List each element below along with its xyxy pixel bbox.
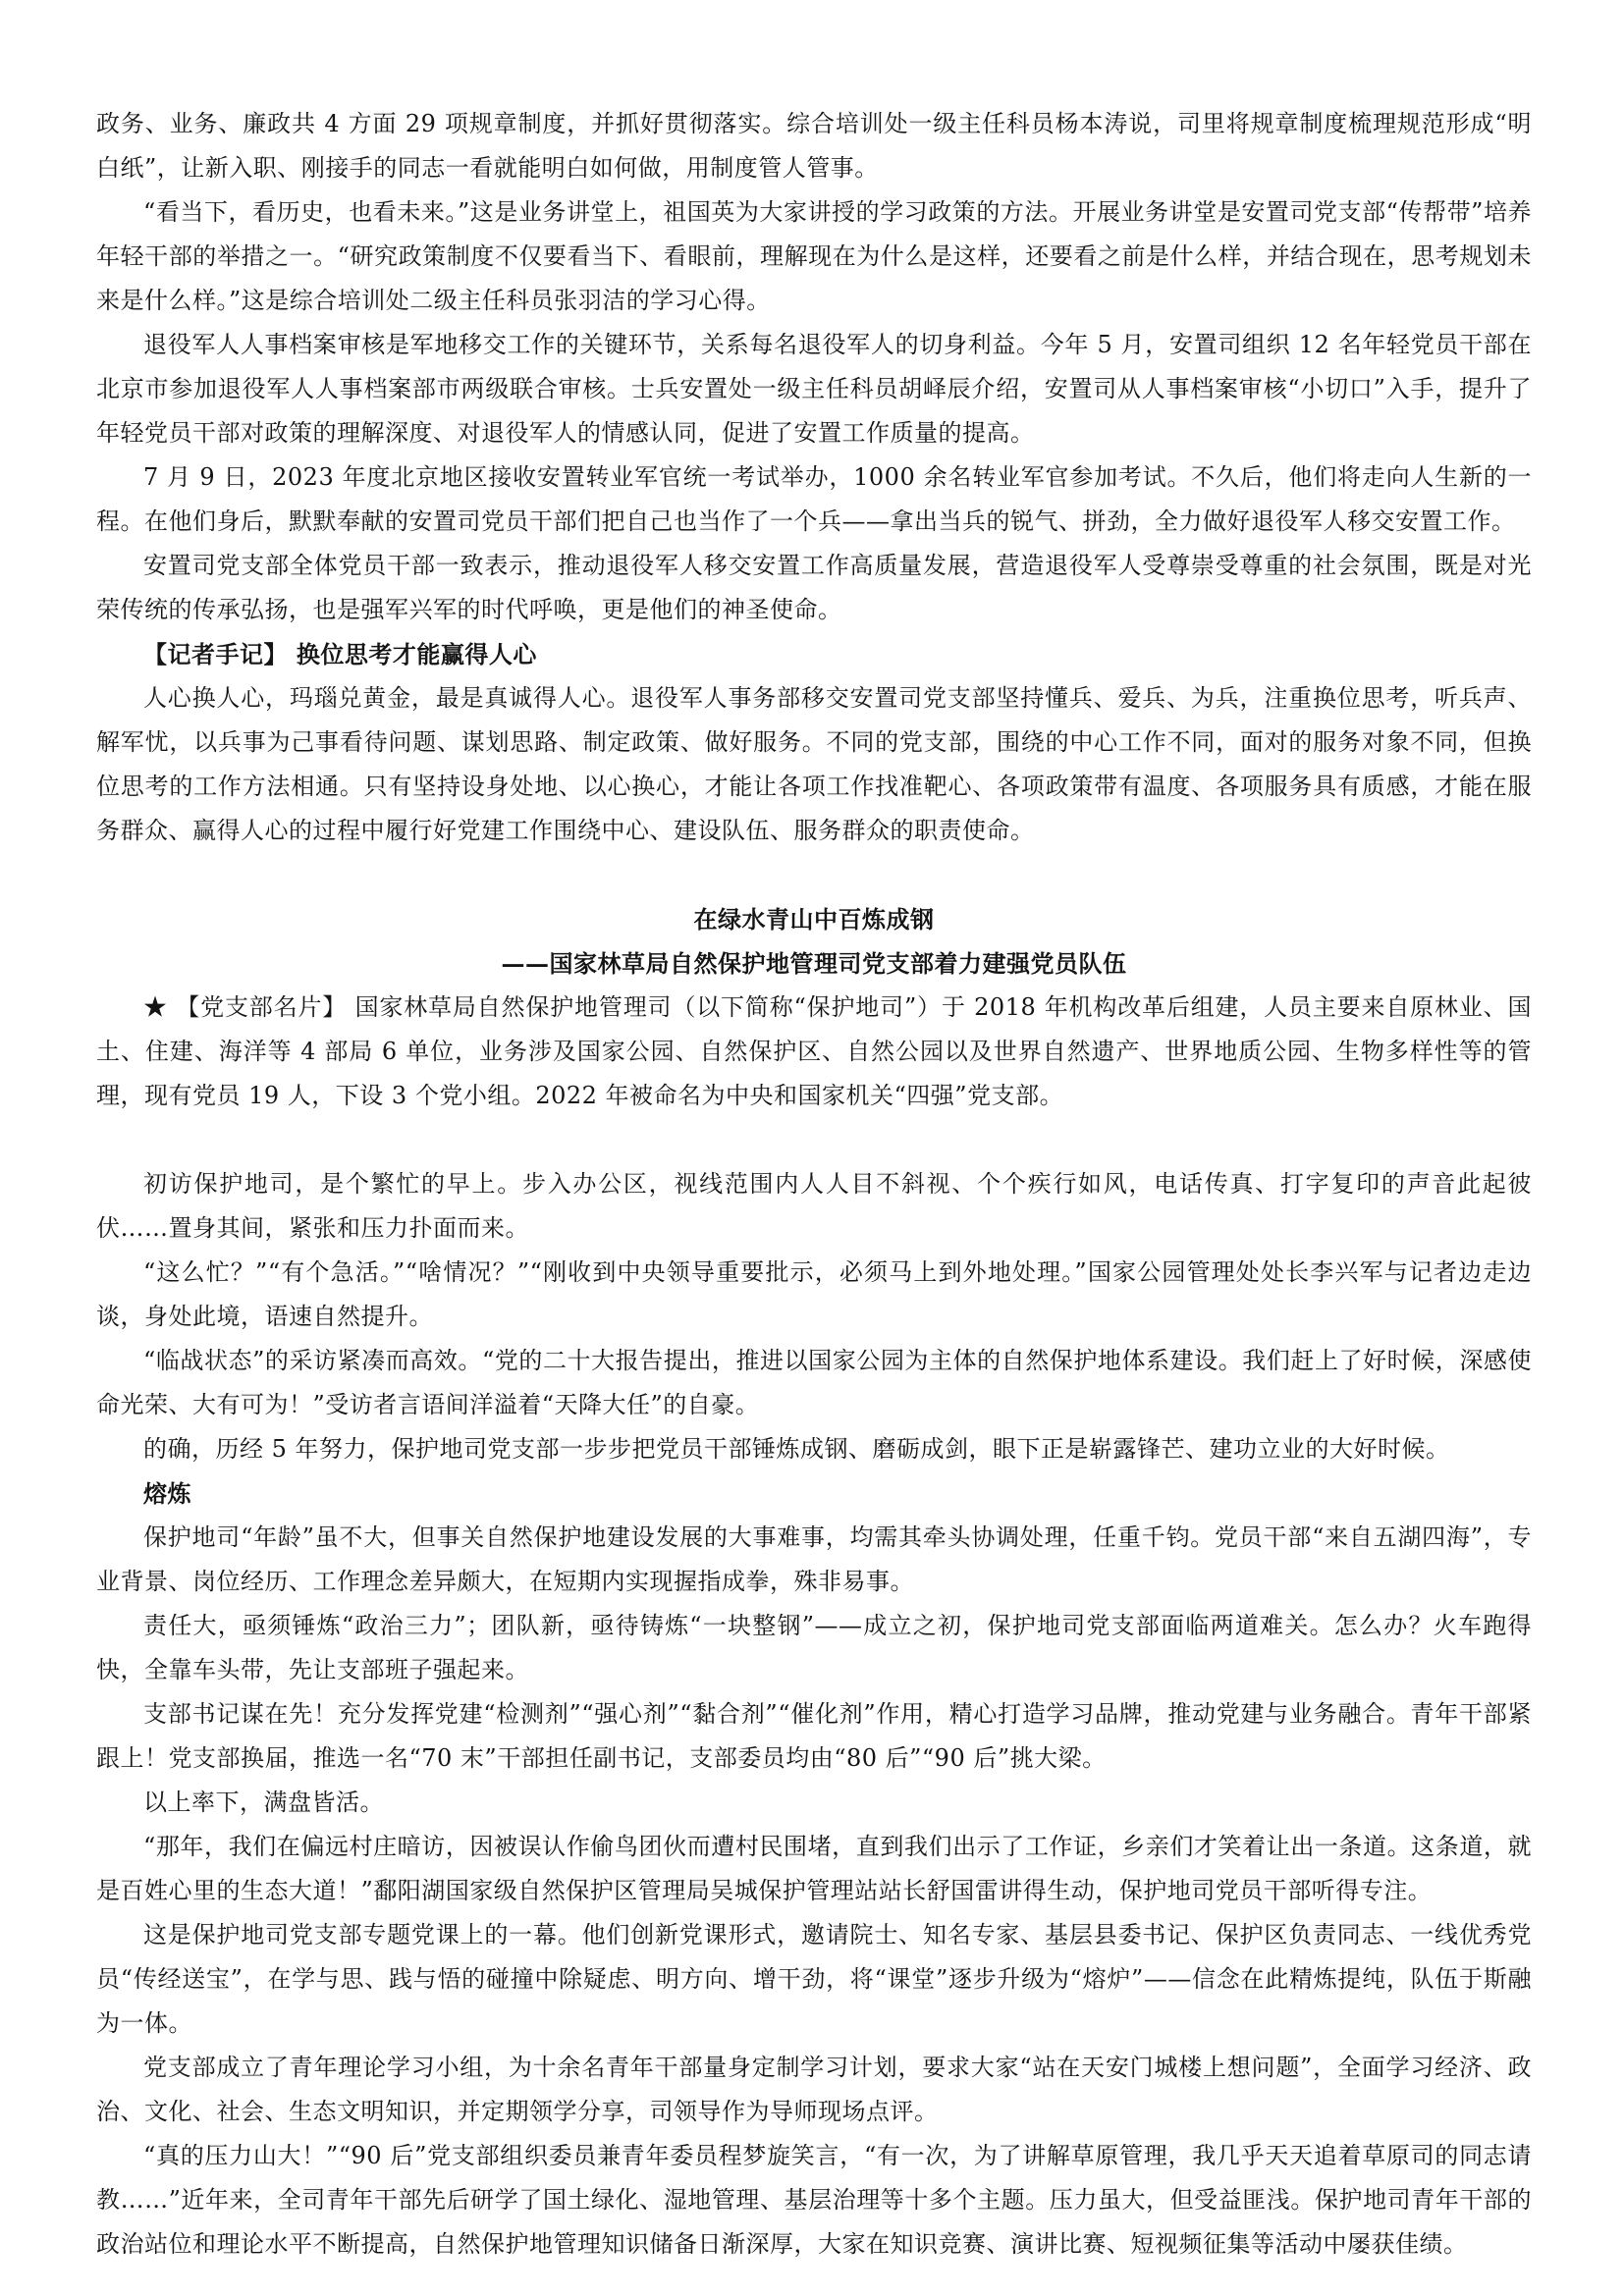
paragraph: 的确，历经 5 年努力，保护地司党支部一步步把党员干部锤炼成钢、磨砺成剑，眼下正是崭露锋芒、建功立业的大好时候。 (143, 1435, 1450, 1463)
paragraph: 以上率下，满盘皆活。 (143, 1789, 384, 1816)
paragraph: 责任大，亟须锤炼“政治三力”；团队新，亟待铸炼“一块整钢”——成立之初，保护地司党支部面临两道难关。怎么办？火车跑得快，全靠车头带，先让支部班子强起来。 (96, 1612, 1532, 1683)
paragraph: ★ 【党支部名片】 国家林草局自然保护地管理司（以下简称“保护地司”）于 2018 年机构改革后组建，人员主要来自原林业、国土、住建、海洋等 4 部局 6 单位，业务涉及国家公园、自然保护区、自然公园以及世界自然遗产、世界地质公园、生物多样性等的管理，现有党员 19 人，下设 3 个党小组。2022 年被命名为中央和国家机关“四强”党支部。 (96, 993, 1532, 1109)
section-heading: 熔炼 (143, 1479, 191, 1508)
paragraph: “那年，我们在偏远村庄暗访，因被误认作偷鸟团伙而遭村民围堵，直到我们出示了工作证，乡亲们才笑着让出一条道。这条道，就是百姓心里的生态大道！”鄱阳湖国家级自然保护区管理局吴城保护管理站站长舒国雷讲得生动，保护地司党员干部听得专注。 (96, 1833, 1532, 1904)
document-body (96, 102, 1532, 2267)
paragraph: 人心换人心，玛瑙兑黄金，最是真诚得人心。退役军人事务部移交安置司党支部坚持懂兵、爱兵、为兵，注重换位思考，听兵声、解军忧，以兵事为己事看待问题、谋划思路、制定政策、做好服务。不同的党支部，围绕的中心工作不同，面对的服务对象不同，但换位思考的工作方法相通。只有坚持设身处地、以心换心，才能让各项工作找准靶心、各项政策带有温度、各项服务具有质感，才能在服务群众、赢得人心的过程中履行好党建工作围绕中心、建设队伍、服务群众的职责使命。 (96, 684, 1532, 844)
paragraph: “看当下，看历史，也看未来。”这是业务讲堂上，祖国英为大家讲授的学习政策的方法。开展业务讲堂是安置司党支部“传帮带”培养年轻干部的举措之一。“研究政策制度不仅要看当下、看眼前，理解现在为什么是这样，还要看之前是什么样，并结合现在，思考规划未来是什么样。”这是综合培训处二级主任科员张羽洁的学习心得。 (96, 198, 1532, 314)
article-subtitle: ——国家林草局自然保护地管理司党支部着力建强党员队伍 (501, 949, 1127, 978)
paragraph: 保护地司“年龄”虽不大，但事关自然保护地建设发展的大事难事，均需其牵头协调处理，任重千钧。党员干部“来自五湖四海”，专业背景、岗位经历、工作理念差异颇大，在短期内实现握指成拳，殊非易事。 (96, 1523, 1532, 1595)
blank-line (96, 853, 1532, 897)
paragraph: 支部书记谋在先！充分发挥党建“检测剂”“强心剂”“黏合剂”“催化剂”作用，精心打造学习品牌，推动党建与业务融合。青年干部紧跟上！党支部换届，推选一名“70 末”干部担任副书记，支部委员均由“80 后”“90 后”挑大梁。 (96, 1700, 1532, 1772)
article-title: 在绿水青山中百炼成钢 (693, 905, 935, 934)
paragraph: “真的压力山大！”“90 后”党支部组织委员兼青年委员程梦旋笑言，“有一次，为了讲解草原管理，我几乎天天追着草原司的同志请教……”近年来，全司青年干部先后研学了国土绿化、湿地管理、基层治理等十多个主题。压力虽大，但受益匪浅。保护地司青年干部的政治站位和理论水平不断提高，自然保护地管理知识储备日渐深厚，大家在知识竞赛、演讲比赛、短视频征集等活动中屡获佳绩。 (96, 2142, 1532, 2258)
paragraph: 初访保护地司，是个繁忙的早上。步入办公区，视线范围内人人目不斜视、个个疾行如风，电话传真、打字复印的声音此起彼伏……置身其间，紧张和压力扑面而来。 (96, 1170, 1532, 1242)
blank-line (96, 1118, 1532, 1162)
section-heading: 【记者手记】 换位思考才能赢得人心 (143, 640, 537, 668)
paragraph: “临战状态”的采访紧凑而高效。“党的二十大报告提出，推进以国家公园为主体的自然保护地体系建设。我们赶上了好时候，深感使命光荣、大有可为！”受访者言语间洋溢着“天降大任”的自豪。 (96, 1347, 1532, 1418)
paragraph: 7 月 9 日，2023 年度北京地区接收安置转业军官统一考试举办，1000 余名转业军官参加考试。不久后，他们将走向人生新的一程。在他们身后，默默奉献的安置司党员干部们把自己也当作了一个兵——拿出当兵的锐气、拼劲，全力做好退役军人移交安置工作。 (96, 463, 1532, 535)
paragraph: 党支部成立了青年理论学习小组，为十余名青年干部量身定制学习计划，要求大家“站在天安门城楼上想问题”，全面学习经济、政治、文化、社会、生态文明知识，并定期领学分享，司领导作为导师现场点评。 (96, 2054, 1532, 2125)
paragraph: 安置司党支部全体党员干部一致表示，推动退役军人移交安置工作高质量发展，营造退役军人受尊崇受尊重的社会氛围，既是对光荣传统的传承弘扬，也是强军兴军的时代呼唤，更是他们的神圣使命。 (96, 552, 1532, 623)
paragraph: 政务、业务、廉政共 4 方面 29 项规章制度，并抓好贯彻落实。综合培训处一级主任科员杨本涛说，司里将规章制度梳理规范形成“明白纸”，让新入职、刚接手的同志一看就能明白如何做，用制度管人管事。 (96, 110, 1532, 182)
paragraph: 退役军人人事档案审核是军地移交工作的关键环节，关系每名退役军人的切身利益。今年 5 月，安置司组织 12 名年轻党员干部在北京市参加退役军人人事档案部市两级联合审核。士兵安置处一级主任科员胡峄辰介绍，安置司从人事档案审核“小切口”入手，提升了年轻党员干部对政策的理解深度、对退役军人的情感认同，促进了安置工作质量的提高。 (96, 331, 1532, 447)
paragraph: 这是保护地司党支部专题党课上的一幕。他们创新党课形式，邀请院士、知名专家、基层县委书记、保护区负责同志、一线优秀党员“传经送宝”，在学与思、践与悟的碰撞中除疑虑、明方向、增干劲，将“课堂”逐步升级为“熔炉”——信念在此精炼提纯，队伍于斯融为一体。 (96, 1921, 1532, 2037)
paragraph: “这么忙？”“有个急活。”“啥情况？”“刚收到中央领导重要批示，必须马上到外地处理。”国家公园管理处处长李兴军与记者边走边谈，身处此境，语速自然提升。 (96, 1258, 1532, 1330)
